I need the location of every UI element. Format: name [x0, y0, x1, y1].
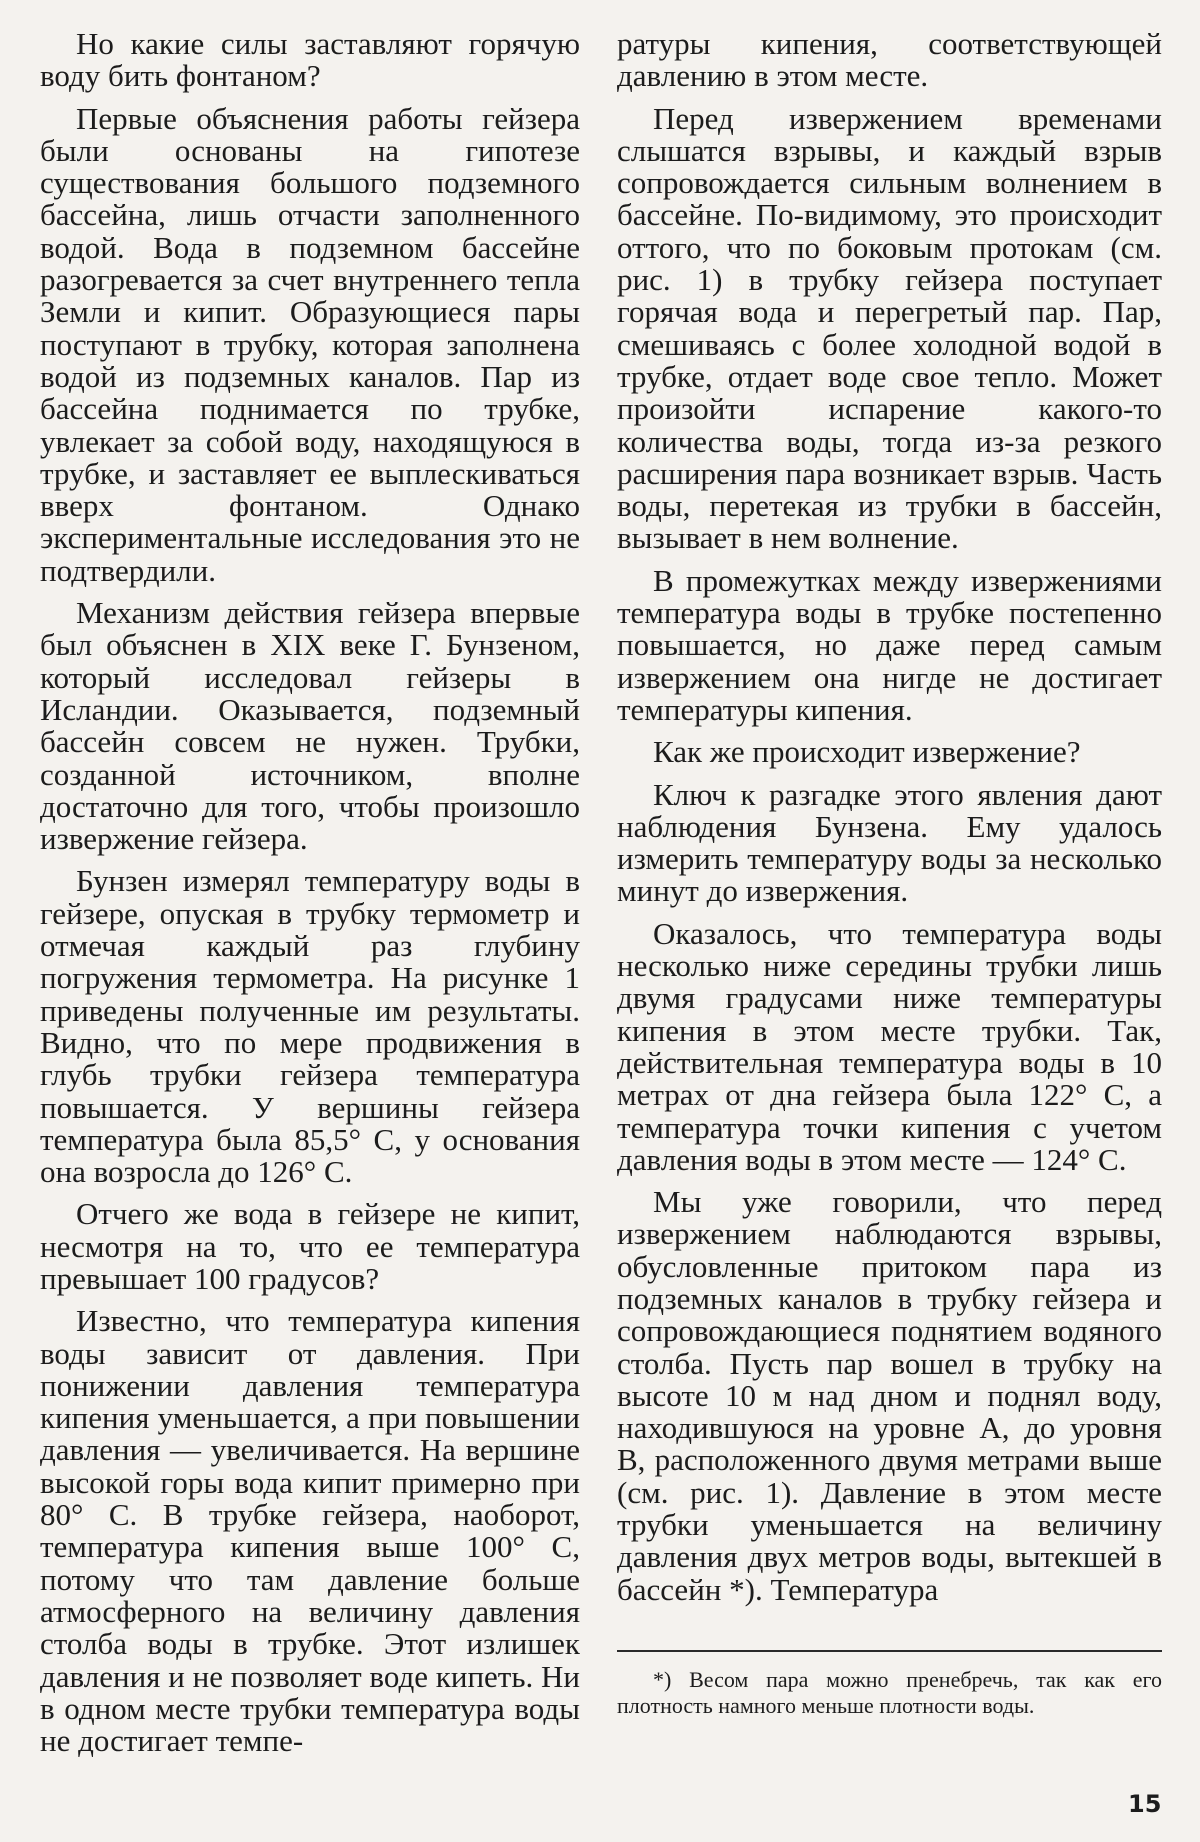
paragraph: Бунзен измерял температуру воды в гейзере, опуская в трубку термометр и отмечая каждый раз глубину погружения термометра. На рисунке 1 приведены полученные им результаты. Видно, что по мере продвижения в глубь трубки гейзера температура повышается. У вершины гейзера температура была 85,5° С, у основания она возросла до 126° С.	[40, 863, 580, 1190]
paragraph: Известно, что температура кипения воды зависит от давления. При понижении давления температура кипения уменьшается, а при повышении давления — увеличивается. На вершине высокой горы вода кипит примерно при 80° С. В трубке гейзера, наоборот, температура кипения выше 100° С, потому что там давление больше атмосферного на величину давления столба воды в трубке. Этот излишек давления и не позволяет воде кипеть. Ни в одном месте трубки температура воды не достигает темпе-	[40, 1303, 580, 1759]
footnote-divider	[617, 1650, 1162, 1652]
paragraph: Но какие силы заставляют горячую воду бить фонтаном?	[40, 26, 580, 94]
footnote: *) Весом пара можно пренебречь, так как его плотность намного меньше плотности воды.	[617, 1667, 1162, 1718]
paragraph: Как же происходит извержение?	[653, 734, 1081, 770]
paragraph: Оказалось, что температура воды несколько ниже середины трубки лишь двумя градусами ниже температуры кипения в этом месте трубки. Так, действительная температура воды в 10 метрах от дна гейзера была 122° С, а температура точки кипения с учетом давления воды в этом месте — 124° С.	[617, 915, 1162, 1177]
paragraph-continued: ратуры кипения, соответствующей давлению в этом месте.	[617, 26, 1162, 94]
paragraph: Мы уже говорили, что перед извержением наблюдаются взрывы, обусловленные притоком пара из подземных каналов в трубку гейзера и сопровождающиеся поднятием водяного столба. Пусть пар вошел в трубку на высоте 10 м над дном и поднял воду, находившуюся на уровне A, до уровня B, расположенного двумя метрами выше (см. рис. 1). Давление в этом месте трубки уменьшается на величину давления двух метров воды, вытекшей в бассейн *). Температура	[617, 1184, 1162, 1607]
paragraph: Первые объяснения работы гейзера были основаны на гипотезе существования большого подземного бассейна, лишь отчасти заполненного водой. Вода в подземном бассейне разогревается за счет внутреннего тепла Земли и кипит. Образующиеся пары поступают в трубку, которая заполнена водой из подземных каналов. Пар из бассейна поднимается по трубке, увлекает за собой воду, находящуюся в трубке, и заставляет ее выплескиваться вверх фонтаном. Однако экспериментальные исследования это не подтвердили.	[40, 100, 580, 588]
paragraph: Перед извержением временами слышатся взрывы, и каждый взрыв сопровождается сильным волнением в бассейне. По-видимому, это происходит оттого, что по боковым протокам (см. рис. 1) в трубку гейзера поступает горячая вода и перегретый пар. Пар, смешиваясь с более холодной водой в трубке, отдает воде свое тепло. Может произойти испарение какого-то количества воды, тогда из-за резкого расширения пара возникает взрыв. Часть воды, перетекая из трубки в бассейн, вызывает в нем волнение.	[617, 100, 1162, 556]
paragraph: Отчего же вода в гейзере не кипит, несмотря на то, что ее температура превышает 100 градусов?	[40, 1196, 580, 1296]
paragraph: Механизм действия гейзера впервые был объяснен в XIX веке Г. Бунзеном, который исследовал гейзеры в Исландии. Оказывается, подземный бассейн совсем не нужен. Трубки, созданной источником, вполне достаточно для того, чтобы произошло извержение гейзера.	[40, 595, 580, 857]
right-text-column	[617, 28, 1162, 1616]
paragraph: В промежутках между извержениями температура воды в трубке постепенно повышается, но даже перед самым извержением она нигде не достигает температуры кипения.	[617, 562, 1162, 727]
left-text-column	[40, 28, 580, 1767]
paragraph: Ключ к разгадке этого явления дают наблюдения Бунзена. Ему удалось измерить температуру воды за несколько минут до извержения.	[617, 776, 1162, 909]
page-number: 15	[1128, 1790, 1162, 1818]
